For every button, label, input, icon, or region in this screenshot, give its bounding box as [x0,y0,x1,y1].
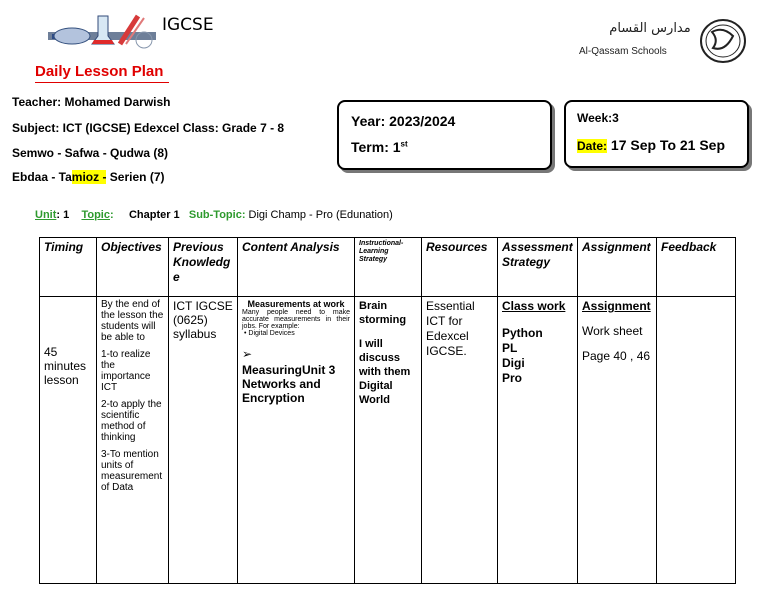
header-resources: Resources [422,238,498,297]
header-previous-knowledge: Previous Knowledg e [169,238,238,297]
header-assignment: Assignment [578,238,657,297]
igcse-logo [48,10,160,50]
unit-topic-line: Unit: 1 Topic: Chapter 1 Sub-Topic: Digi Champ - Pro (Edunation) [35,209,393,221]
header-objectives: Objectives [97,238,169,297]
table-header-row [40,238,736,297]
year-label: Year: 2023/2024 [351,113,456,129]
lesson-plan-table [39,237,736,584]
teacher-line: Teacher: Mohamed Darwish [12,95,171,109]
school-logo-text: Al-Qassam Schools [579,46,667,57]
class-line-1: Semwo - Safwa - Qudwa (8) [12,146,169,160]
subject-line: Subject: ICT (IGCSE) Edexcel Class: Grade 7 - 8 [12,121,285,135]
strategy-cell: Brain storming I will discuss with them Digital World [355,297,422,584]
term-label: Term: 1st [351,139,408,155]
header-assessment: Assessment Strategy [498,238,578,297]
header-timing: Timing [40,238,97,297]
assignment-cell: Assignment Work sheet Page 40 , 46 [578,297,657,584]
table-row [40,297,736,584]
igcse-label: IGCSE [162,15,214,35]
arrow-icon: ➢ [242,347,253,361]
week-box [564,100,749,168]
date-label: Date: 17 Sep To 21 Sep [577,137,726,153]
header-content-analysis: Content Analysis [238,238,355,297]
header-strategy: Instructional-Learning Strategy [355,238,422,297]
content-analysis-cell: Measurements at work Many people need to make accurate measurements in their jobs. For example: • Digital Devices ➢ MeasuringUnit 3 Networks and Encryption [238,297,355,584]
page-title: Daily Lesson Plan [35,63,164,80]
assessment-cell: Class work Python PL Digi Pro [498,297,578,584]
resources-cell: Essential ICT for Edexcel IGCSE. [422,297,498,584]
timing-cell: 45 minutes lesson [40,297,97,584]
title-underline [35,82,169,83]
header-feedback: Feedback [657,238,736,297]
previous-knowledge-cell: ICT IGCSE (0625) syllabus [169,297,238,584]
year-box [337,100,552,170]
class-line-2: Ebdaa - Tamioz - Serien (7) [12,170,165,184]
school-logo-arabic: مدارس القسام [609,21,691,36]
school-logo [575,18,750,64]
objectives-cell: By the end of the lesson the students will be able to 1-to realize the importance ICT 2-to apply the scientific method of thinking 3-To mention units of measurement of Data [97,297,169,584]
feedback-cell [657,297,736,584]
week-label: Week:3 [577,111,619,125]
